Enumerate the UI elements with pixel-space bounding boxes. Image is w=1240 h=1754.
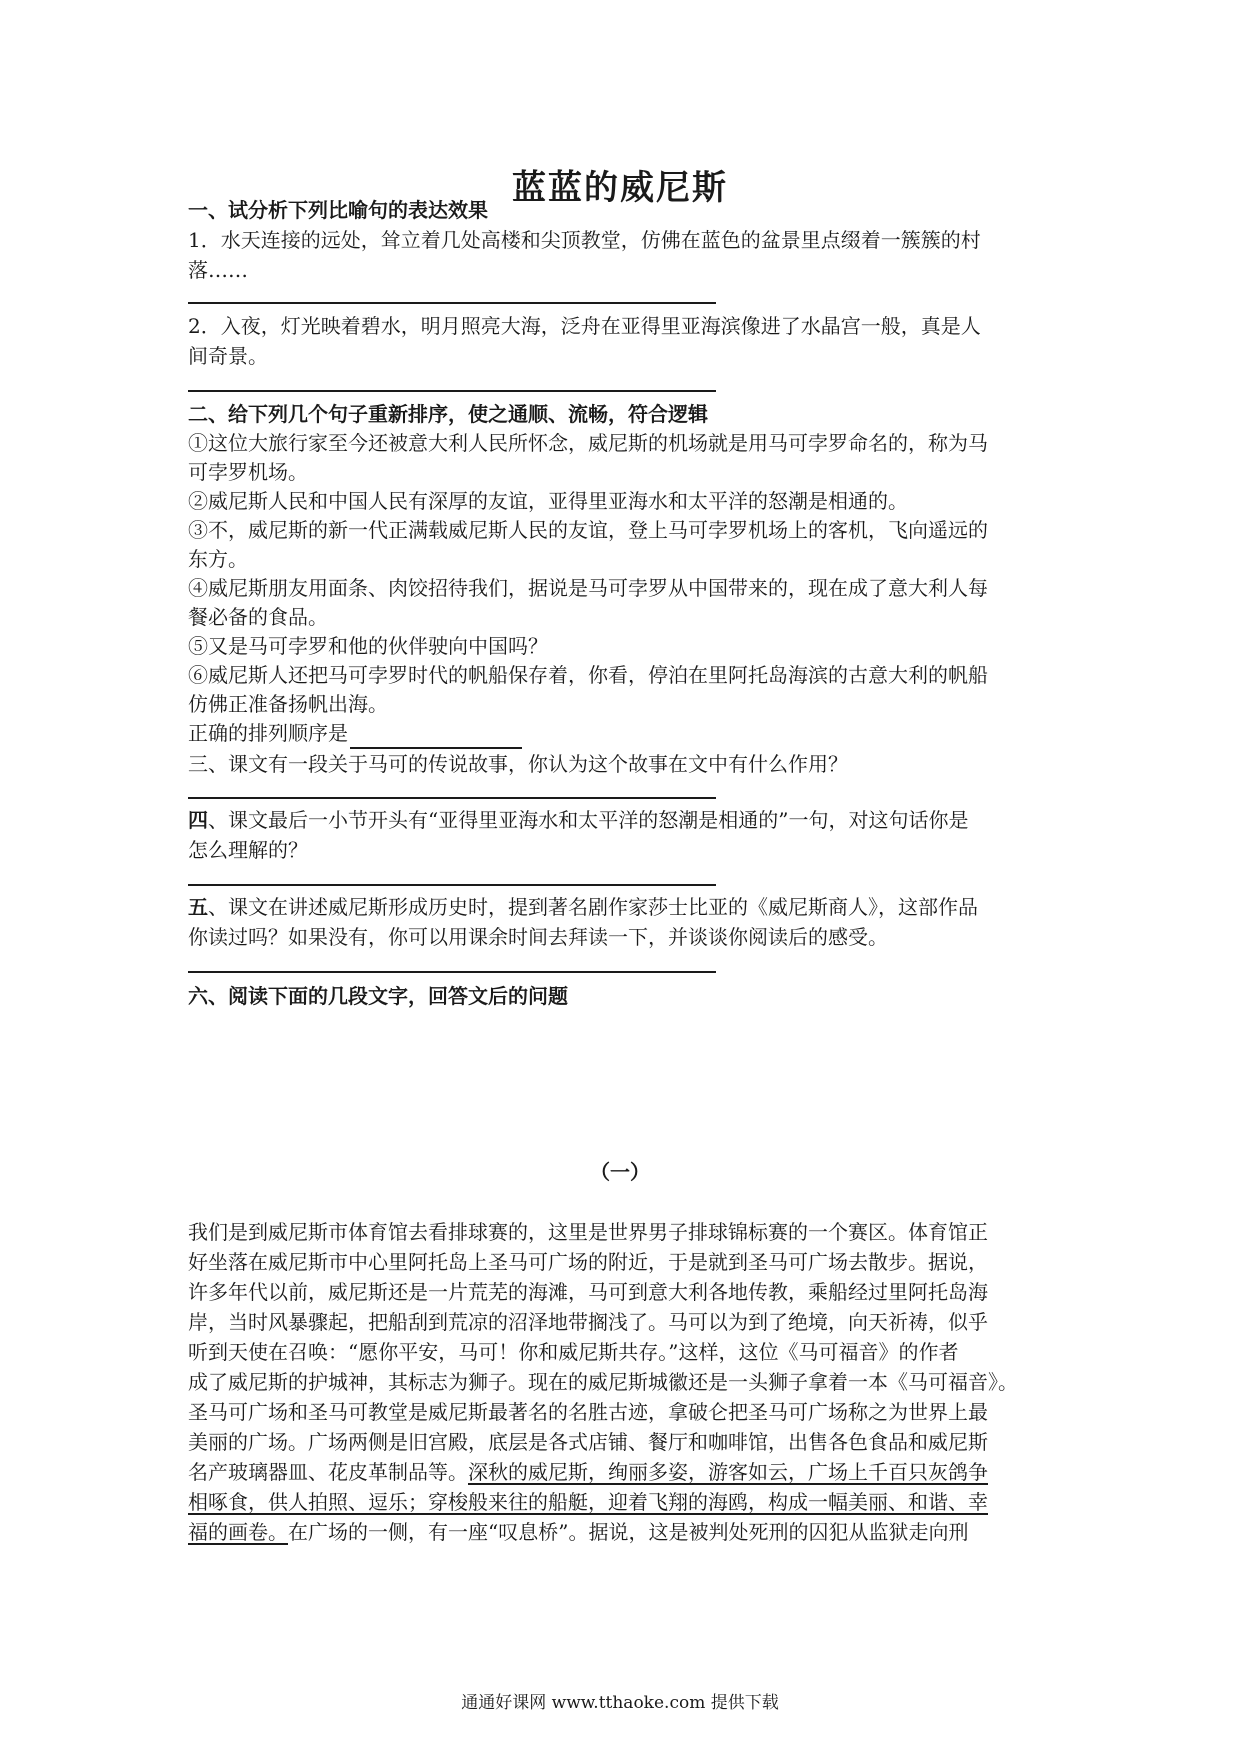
passage-text: 名产玻璃器皿、花皮革制品等。 xyxy=(188,1460,468,1484)
sentence-line: ②威尼斯人民和中国人民有深厚的友谊，亚得里亚海水和太平洋的怒潮是相通的。 xyxy=(188,489,908,513)
passage-line: 好坐落在威尼斯市中心里阿托岛上圣马可广场的附近，于是就到圣马可广场去散步。据说， xyxy=(188,1250,988,1274)
answer-line-4 xyxy=(188,884,716,886)
section2-heading: 二、给下列几个句子重新排序，使之通顺、流畅，符合逻辑 xyxy=(188,402,708,426)
passage-text: 在广场的一侧，有一座“叹息桥”。据说，这是被判处死刑的囚犯从监狱走向刑 xyxy=(288,1520,969,1544)
section5-text: 、课文在讲述威尼斯形成历史时，提到著名剧作家莎士比亚的《威尼斯商人》，这部作品 xyxy=(208,895,978,919)
answer-line-5 xyxy=(188,971,716,973)
order-prompt-label: 正确的排列顺序是 xyxy=(188,721,348,745)
section3-question: 三、课文有一段关于马可的传说故事，你认为这个故事在文中有什么作用？ xyxy=(188,752,848,776)
passage-line: 成了威尼斯的护城神，其标志为狮子。现在的威尼斯城徽还是一头狮子拿着一本《马可福音》。 xyxy=(188,1370,1018,1394)
sentence-line: ④威尼斯朋友用面条、肉饺招待我们，据说是马可孛罗从中国带来的，现在成了意大利人每 xyxy=(188,576,988,600)
footer-credit: 通通好课网 www.tthaoke.com 提供下载 xyxy=(461,1693,779,1713)
section5-line2: 你读过吗？如果没有，你可以用课余时间去拜读一下，并谈谈你阅读后的感受。 xyxy=(188,925,888,949)
sentence-line: 餐必备的食品。 xyxy=(188,605,328,629)
sentence-line: ⑤又是马可孛罗和他的伙伴驶向中国吗？ xyxy=(188,634,548,658)
section5-label: 五 xyxy=(188,895,208,919)
question1-line2: 落…… xyxy=(188,258,248,282)
passage-line: 我们是到威尼斯市体育馆去看排球赛的，这里是世界男子排球锦标赛的一个赛区。体育馆正 xyxy=(188,1220,988,1244)
answer-line-3 xyxy=(188,797,716,799)
underlined-sentence: 相啄食，供人拍照、逗乐；穿梭般来往的船艇，迎着飞翔的海鸥，构成一幅美丽、和谐、幸 xyxy=(188,1490,988,1514)
passage-line: 美丽的广场。广场两侧是旧宫殿，底层是各式店铺、餐厅和咖啡馆，出售各色食品和威尼斯 xyxy=(188,1430,988,1454)
passage-line xyxy=(188,1456,1058,1488)
answer-line-2 xyxy=(188,390,716,392)
passage-line: 岸，当时风暴骤起，把船刮到荒凉的沼泽地带搁浅了。马可以为到了绝境，向天祈祷，似乎 xyxy=(188,1310,988,1334)
section4-text: 、课文最后一小节开头有“亚得里亚海水和太平洋的怒潮是相通的”一句，对这句话你是 xyxy=(208,808,969,832)
sentence-line: ⑥威尼斯人还把马可孛罗时代的帆船保存着，你看，停泊在里阿托岛海滨的古意大利的帆船 xyxy=(188,663,988,687)
section4-line2: 怎么理解的？ xyxy=(188,838,308,862)
section4-line1 xyxy=(188,804,1058,836)
underlined-sentence: 深秋的威尼斯，绚丽多姿，游客如云，广场上千百只灰鸽争 xyxy=(468,1460,988,1484)
sentence-line: ①这位大旅行家至今还被意大利人民所怀念，威尼斯的机场就是用马可孛罗命名的，称为马 xyxy=(188,431,988,455)
question1-line1: 1．水天连接的远处，耸立着几处高楼和尖顶教堂，仿佛在蓝色的盆景里点缀着一簇簇的村 xyxy=(188,228,981,252)
order-prompt xyxy=(188,717,1058,749)
sentence-line: 东方。 xyxy=(188,547,248,571)
passage-line: 圣马可广场和圣马可教堂是威尼斯最著名的名胜古迹，拿破仑把圣马可广场称之为世界上最 xyxy=(188,1400,988,1424)
passage-line xyxy=(188,1486,1058,1518)
underlined-sentence: 福的画卷。 xyxy=(188,1520,288,1544)
passage-line: 许多年代以前，威尼斯还是一片荒芜的海滩，马可到意大利各地传教，乘船经过里阿托岛海 xyxy=(188,1280,988,1304)
question2-line2: 间奇景。 xyxy=(188,344,268,368)
order-answer-blank xyxy=(350,725,522,749)
passage-number: （一） xyxy=(590,1160,650,1184)
answer-line-1 xyxy=(188,302,716,304)
section4-label: 四 xyxy=(188,808,208,832)
passage-line: 听到天使在召唤：“愿你平安，马可！你和威尼斯共存。”这样，这位《马可福音》的作者 xyxy=(188,1340,959,1364)
passage-line xyxy=(188,1516,1058,1548)
question2-line1: 2．入夜，灯光映着碧水，明月照亮大海，泛舟在亚得里亚海滨像进了水晶宫一般，真是人 xyxy=(188,314,981,338)
sentence-line: 仿佛正准备扬帆出海。 xyxy=(188,692,388,716)
page-title: 蓝蓝的威尼斯 xyxy=(512,168,728,208)
sentence-line: 可孛罗机场。 xyxy=(188,460,308,484)
sentence-line: ③不，威尼斯的新一代正满载威尼斯人民的友谊，登上马可孛罗机场上的客机，飞向遥远的 xyxy=(188,518,988,542)
section5-line1 xyxy=(188,891,1058,923)
section6-heading: 六、阅读下面的几段文字，回答文后的问题 xyxy=(188,984,568,1008)
section1-heading: 一、试分析下列比喻句的表达效果 xyxy=(188,198,488,222)
